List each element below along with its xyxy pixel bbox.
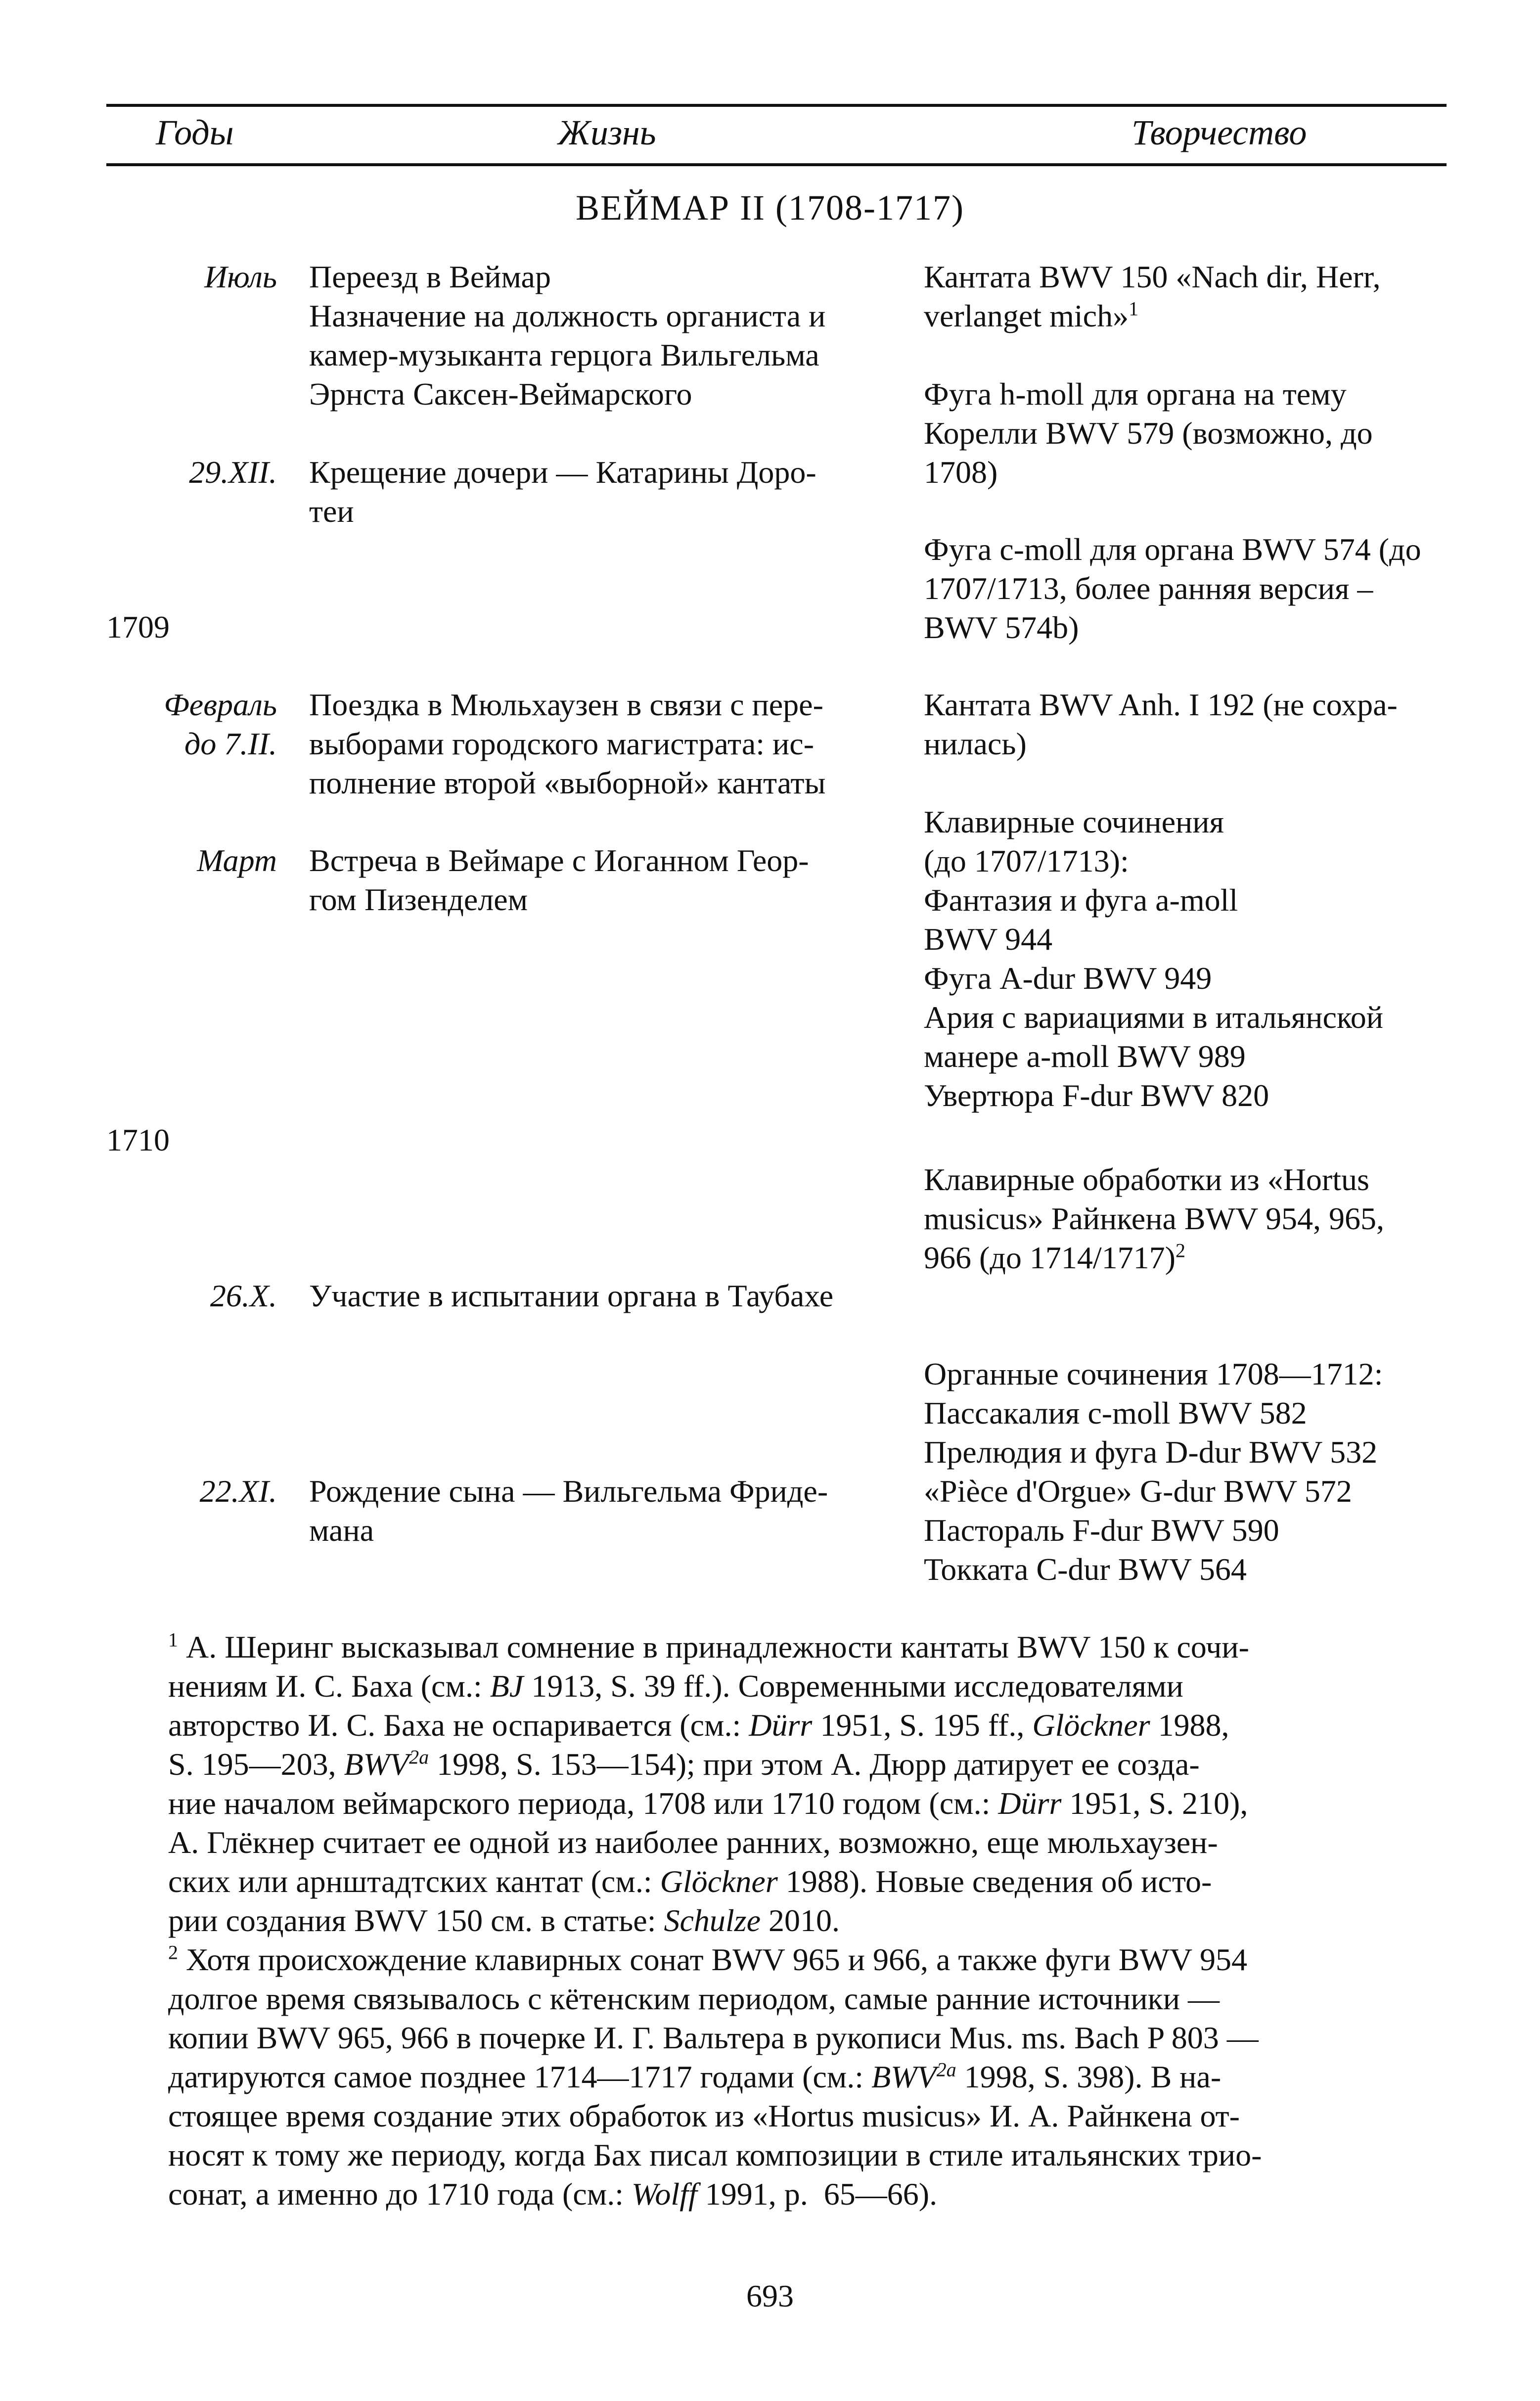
footnote-line [168, 2174, 1375, 2214]
footnote-text: 1991, p. 65—66). [697, 2176, 938, 2212]
footnote-text: рии создания BWV 150 см. в статье: [168, 1903, 664, 1938]
footnote-text: носят к тому же периоду, когда Бах писал композиции в стиле итальянских трио- [168, 2137, 1262, 2172]
footnote-text: 1951, S. 195 ff., [812, 1708, 1033, 1743]
footnote-citation: BWV [871, 2059, 937, 2094]
table-top-rule [106, 104, 1447, 107]
footnote-text: 1988, [1150, 1708, 1229, 1743]
footnote-text: ние началом веймарского периода, 1708 или 1710 годом (см.: [168, 1786, 998, 1821]
header-life: Жизнь [558, 113, 656, 152]
footnote-citation: Dürr [998, 1786, 1062, 1821]
works-entry-cantata-150 [924, 257, 1381, 335]
footnote-line [168, 1823, 1375, 1862]
footnote-line [168, 1862, 1375, 1901]
works-entry-fugue-579: Фуга h-moll для органа на тему Корелли BWV 579 (возможно, до 1708) [924, 376, 1373, 490]
footnote-superscript: 2a [409, 1746, 429, 1768]
date-february: Февраль [164, 687, 277, 722]
footnote-text: 1998, S. 153—154); при этом А. Дюрр датирует ее созда- [429, 1747, 1200, 1782]
footnote-line [168, 2018, 1375, 2057]
footnote-text: копии BWV 965, 966 в почерке И. Г. Вальтера в рукописи Mus. ms. Bach P 803 — [168, 2020, 1259, 2055]
footnote-text: сонат, а именно до 1710 года (см.: [168, 2176, 632, 2212]
footnote-ref-1: 1 [1129, 297, 1139, 320]
works-entry-hortus-musicus-text: Клавирные обработки из «Hortus musicus» Райнкена BWV 954, 965, 966 (до 1714/1717) [924, 1162, 1384, 1275]
footnote-citation: Dürr [749, 1708, 813, 1743]
footnote-text: Хотя происхождение клавирных сонат BWV 965 и 966, а также фуги BWV 954 [178, 1942, 1247, 1977]
section-title: ВЕЙМАР II (1708-1717) [576, 188, 964, 228]
footnote-text: S. 195—203, [168, 1747, 344, 1782]
footnote-text: 1951, S. 210), [1061, 1786, 1248, 1821]
life-entry-26-x: Участие в испытании органа в Таубахе [309, 1278, 834, 1313]
footnote-text: стоящее время создание этих обработок из «Hortus musicus» И. А. Райнкена от- [168, 2098, 1240, 2133]
year-1710: 1710 [106, 1122, 170, 1157]
footnote-text: авторство И. С. Баха не оспаривается (см.: [168, 1708, 749, 1743]
footnote-text: ских или арнштадтских кантат (см.: [168, 1864, 660, 1899]
footnote-text: нениям И. С. Баха (см.: [168, 1668, 490, 1704]
life-entry-march: Встреча в Веймаре с Иоганном Геор- гом Пизенделем [309, 843, 809, 917]
works-entry-cantata-150-text: Кантата BWV 150 «Nach dir, Herr, verlanget mich» [924, 259, 1381, 333]
date-29-xii: 29.XII. [189, 455, 277, 490]
footnote-line [168, 1784, 1375, 1823]
footnote-text: 1988). Новые сведения об исто- [777, 1864, 1212, 1899]
date-march: Март [197, 843, 277, 878]
footnote-line [168, 1940, 1375, 1979]
footnote-text: А. Глёкнер считает ее одной из наиболее ранних, возможно, еще мюльхаузен- [168, 1825, 1218, 1860]
footnote-line [168, 2096, 1375, 2135]
footnote-citation: Wolff [631, 2176, 697, 2212]
footnote-line [168, 2135, 1375, 2174]
header-years: Годы [156, 113, 234, 152]
works-entry-hortus-musicus [924, 1160, 1384, 1277]
works-entry-fugue-574: Фуга c-moll для органа BWV 574 (до 1707/1713, более ранняя версия – BWV 574b) [924, 532, 1421, 645]
footnote-line [168, 1901, 1375, 1940]
page-number: 693 [746, 2278, 794, 2313]
table-header-rule [106, 163, 1447, 166]
footnote-line [168, 1627, 1375, 1666]
footnote-citation: BWV [344, 1747, 409, 1782]
footnote-text: 1998, S. 398). В на- [956, 2059, 1222, 2094]
footnote-superscript: 2a [936, 2058, 956, 2081]
works-entry-cantata-anh-192: Кантата BWV Anh. I 192 (не сохра- нилась) [924, 687, 1398, 761]
footnote-line [168, 1745, 1375, 1784]
life-entry-july: Переезд в Веймар Назначение на должность органиста и камер-музыканта герцога Вильгельма Эрнста Саксен-Веймарского [309, 259, 826, 412]
footnote-text: А. Шеринг высказывал сомнение в принадлежности кантаты BWV 150 к сочи- [178, 1629, 1249, 1664]
footnote-text: 2010. [760, 1903, 840, 1938]
header-works: Творчество [1132, 113, 1307, 152]
works-entry-organ-works: Органные сочинения 1708—1712: Пассакалия c-moll BWV 582 Прелюдия и фуга D-dur BWV 532 «Pièce d'Orgue» G-dur BWV 572 Пастораль F-dur BWV 590 Токката C-dur BWV 564 [924, 1356, 1383, 1587]
footnote-line [168, 1666, 1375, 1706]
date-22-xi: 22.XI. [199, 1474, 277, 1509]
date-until-7-ii: до 7.II. [184, 726, 277, 761]
life-entry-22-xi: Рождение сына — Вильгельма Фриде- мана [309, 1474, 828, 1548]
footnote-text: 1913, S. 39 ff.). Современными исследователями [523, 1668, 1183, 1704]
life-entry-29-xii: Крещение дочери — Катарины Доро- теи [309, 455, 816, 529]
date-july: Июль [204, 259, 277, 294]
footnote-citation: Glöckner [660, 1864, 778, 1899]
footnote-text: датируются самое позднее 1714—1717 годами (см.: [168, 2059, 872, 2094]
footnote-ref-2: 2 [1175, 1239, 1185, 1262]
footnote-text: долгое время связывалось с кётенским периодом, самые ранние источники — [168, 1981, 1220, 2016]
footnote-line [168, 1979, 1375, 2018]
footnote-mark: 2 [168, 1941, 178, 1964]
year-1709: 1709 [106, 609, 170, 645]
works-entry-clavier-works: Клавирные сочинения (до 1707/1713): Фантазия и фуга a-moll BWV 944 Фуга A-dur BWV 949 Ария с вариациями в итальянской манере a-moll BWV 989 Увертюра F-dur BWV 820 [924, 804, 1383, 1113]
footnote-citation: BJ [490, 1668, 524, 1704]
life-entry-february: Поездка в Мюльхаузен в связи с пере- выборами городского магистрата: ис- полнение второй «выборной» кантаты [309, 687, 826, 800]
date-26-x: 26.X. [210, 1278, 277, 1313]
footnote-citation: Glöckner [1032, 1708, 1150, 1743]
footnote-line [168, 2057, 1375, 2096]
footnote-citation: Schulze [664, 1903, 761, 1938]
footnote-mark: 1 [168, 1628, 178, 1651]
footnote-line [168, 1706, 1375, 1745]
